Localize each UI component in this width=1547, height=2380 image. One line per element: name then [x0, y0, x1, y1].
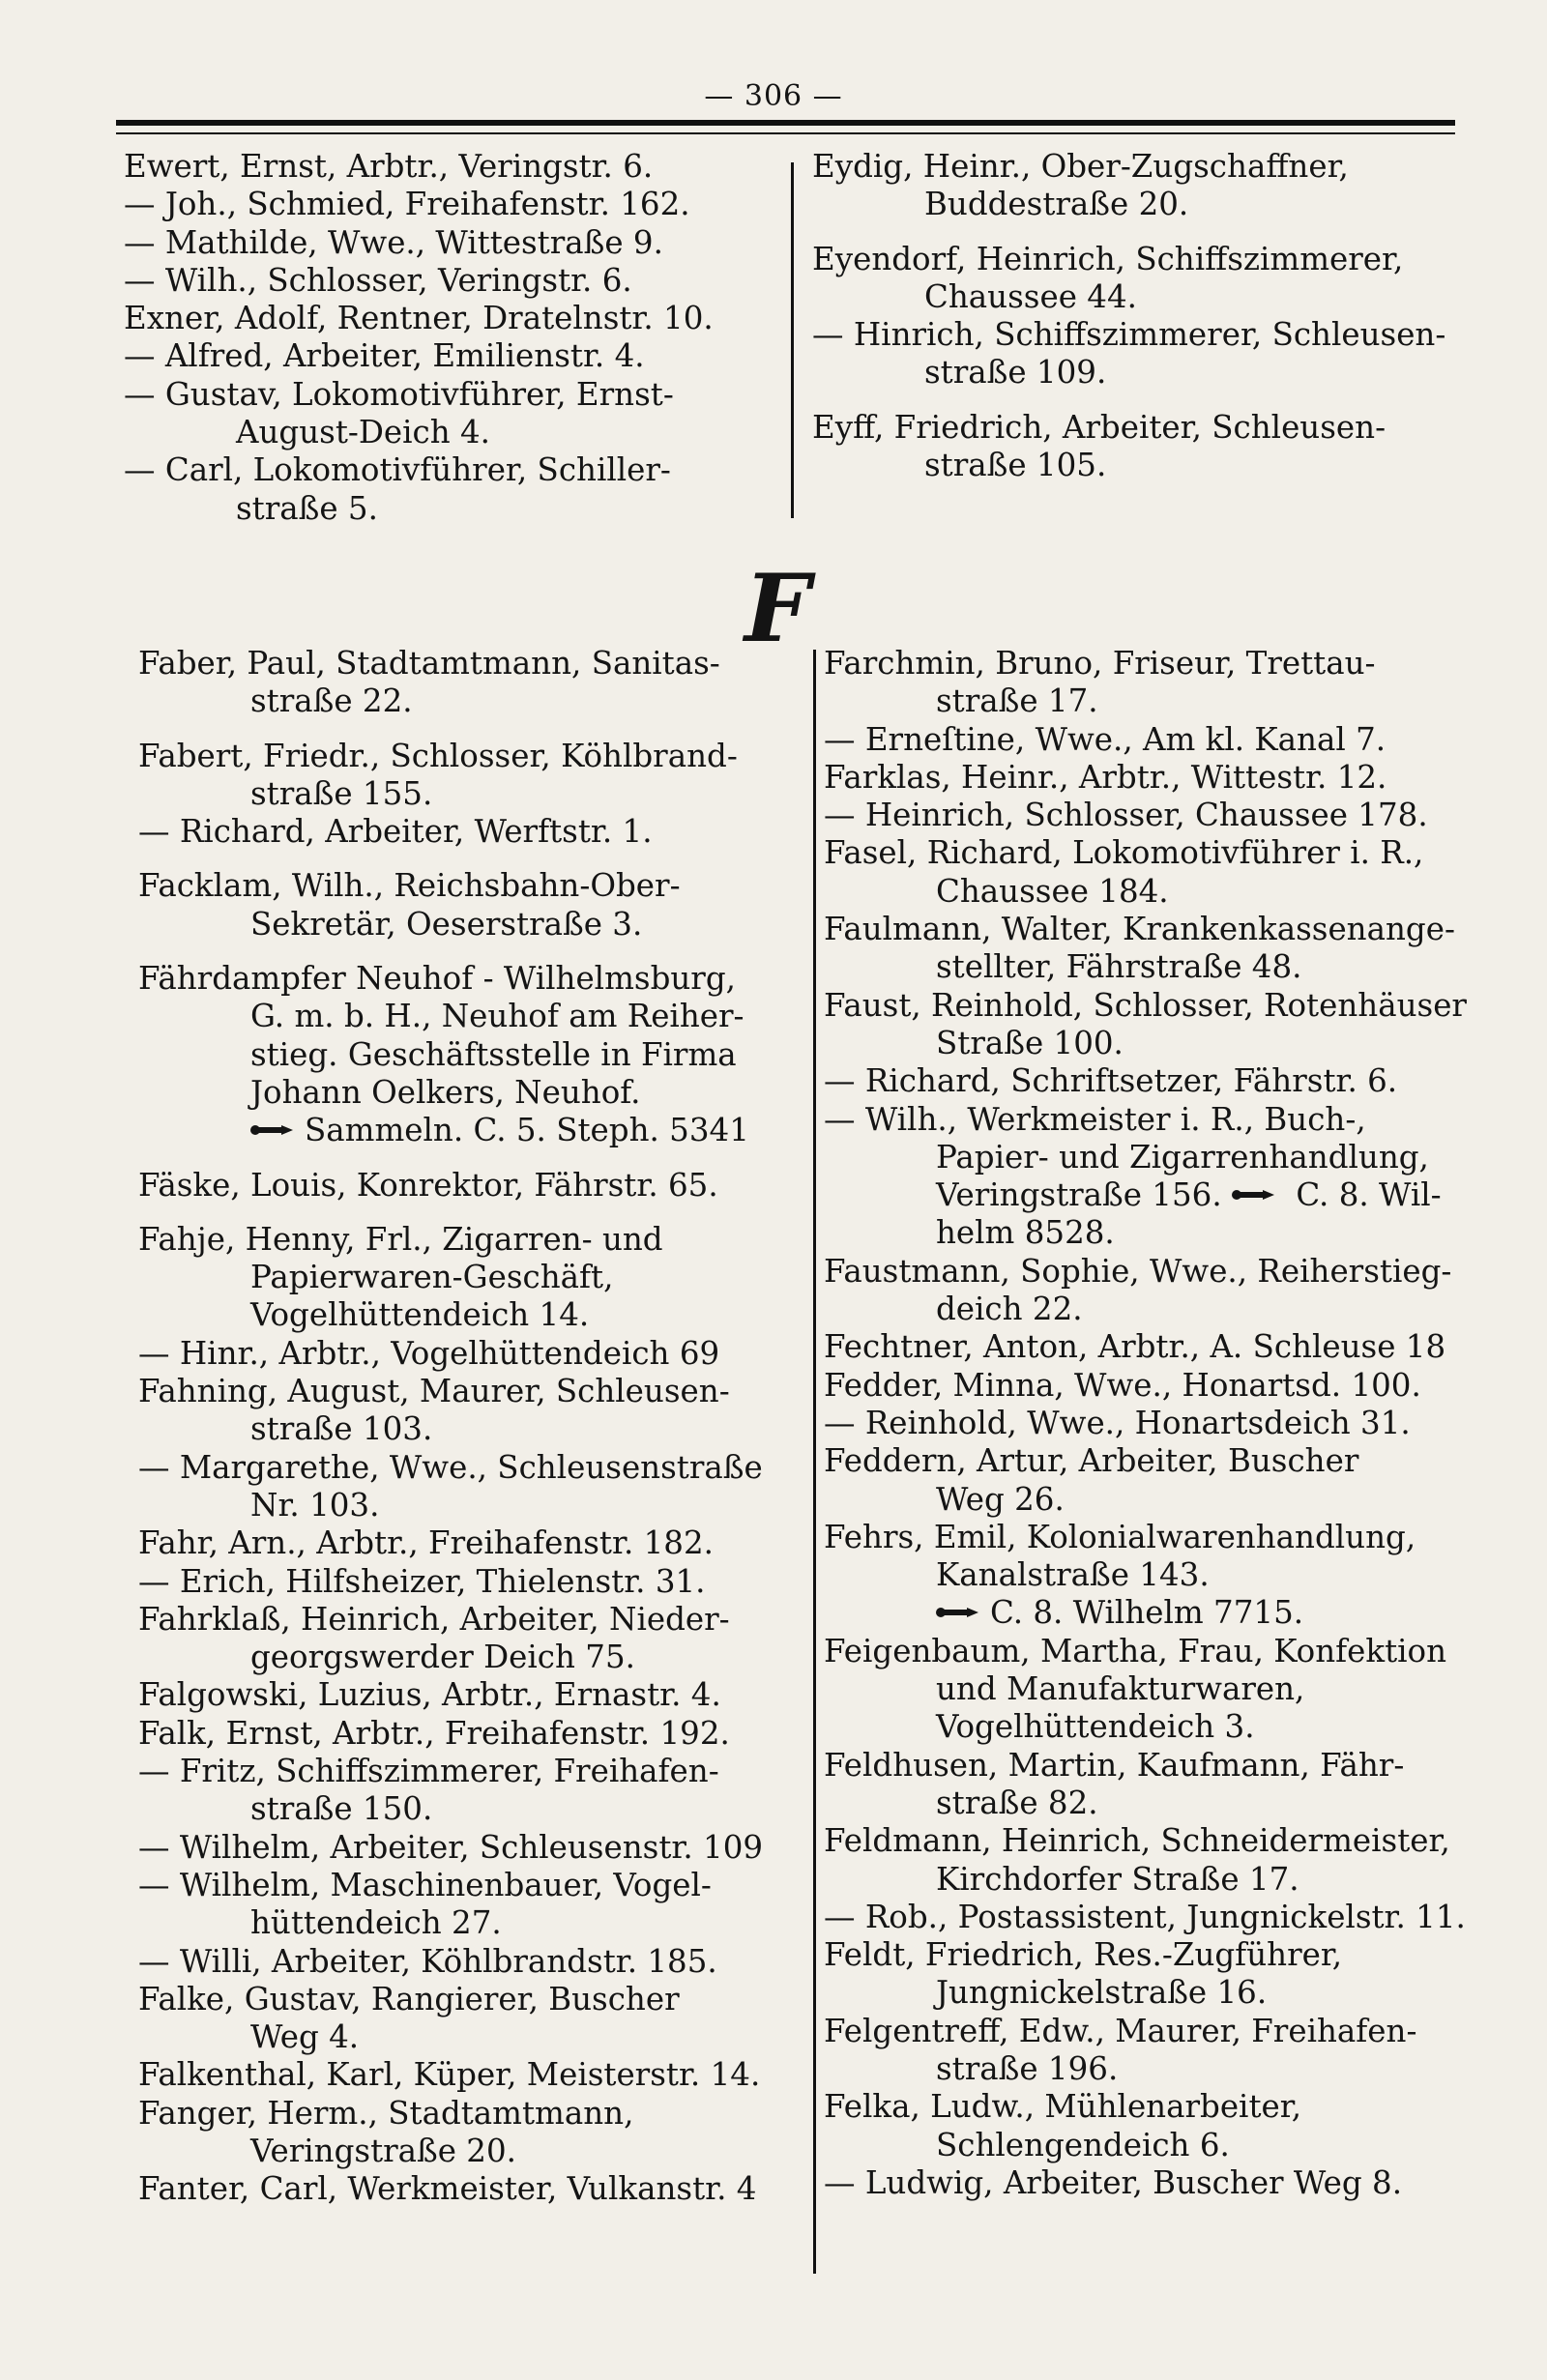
directory-entry-line [824, 2088, 1467, 2126]
entry-text: — Reinhold, Wwe., Honartsdeich 31. [824, 1404, 1411, 1441]
entry-text: Felgentreff, Edw., Maurer, Freihafen- [824, 2012, 1417, 2049]
directory-entry-line [138, 1296, 763, 1334]
directory-entry-line [138, 1715, 763, 1753]
entry-text: Falkenthal, Karl, Küper, Meisterstr. 14. [138, 2056, 761, 2094]
entry-text: — Erich, Hilfsheizer, Thielenstr. 31. [138, 1562, 706, 1600]
entry-text: Facklam, Wilh., Reichsbahn-Ober- [138, 867, 681, 905]
entry-text: Fabert, Friedr., Schlosser, Köhlbrand- [138, 737, 738, 774]
entry-text: Veringstraße 156. [936, 1176, 1233, 1214]
directory-entry-line [138, 1563, 763, 1601]
directory-entry-line [138, 1036, 763, 1074]
directory-entry-line [824, 2127, 1467, 2164]
entry-text: Exner, Adolf, Rentner, Dratelnstr. 10. [124, 300, 714, 337]
directory-entry-line [138, 813, 763, 851]
directory-entry-line [824, 1633, 1467, 1670]
directory-entry-line [824, 1442, 1467, 1480]
directory-entry-line [824, 1861, 1467, 1899]
entry-text: straße 105. [924, 447, 1107, 484]
directory-entry-line [824, 1936, 1467, 1974]
directory-entry-line [824, 1556, 1467, 1594]
entry-text: — Gustav, Lokomotivführer, Ernst- [124, 375, 674, 413]
directory-entry-line [824, 1214, 1467, 1252]
directory-entry-line [824, 1405, 1467, 1442]
directory-entry-line [138, 1981, 763, 2018]
directory-entry-line [824, 1101, 1467, 1139]
entry-text: — Joh., Schmied, Freihafenstr. 162. [124, 186, 690, 223]
directory-entry-line [824, 759, 1467, 797]
entry-text: — Willi, Arbeiter, Köhlbrandstr. 185. [138, 1942, 717, 1980]
entry-text: Faulmann, Walter, Krankenkassenange- [824, 911, 1455, 948]
directory-entry-line [812, 186, 1445, 223]
directory-entry-line [124, 376, 714, 414]
directory-entry-line [812, 241, 1445, 278]
directory-entry-line [824, 1176, 1467, 1214]
directory-entry-line [138, 2170, 763, 2208]
directory-entry-line [124, 186, 714, 223]
entry-text: Chaussee 44. [924, 277, 1137, 315]
directory-entry-line [124, 451, 714, 489]
directory-entry-line [824, 1974, 1467, 2012]
directory-entry-line [124, 148, 714, 186]
entry-text: Sekretär, Oeserstraße 3. [250, 905, 643, 943]
directory-entry-line [824, 1519, 1467, 1556]
directory-entry-line [138, 960, 763, 998]
entry-text: G. m. b. H., Neuhof am Reiher- [250, 998, 744, 1035]
directory-entry-line [824, 2013, 1467, 2050]
entry-text: Fasel, Richard, Lokomotivführer i. R., [824, 834, 1424, 872]
directory-entry-line [824, 1481, 1467, 1519]
entry-text: Kirchdorfer Straße 17. [936, 1860, 1299, 1898]
directory-entry-line [824, 1367, 1467, 1405]
entry-text: Eydig, Heinr., Ober-Zugschaffner, [812, 148, 1349, 185]
entry-text: Eyendorf, Heinrich, Schiffszimmerer, [812, 240, 1404, 277]
directory-entry-line [138, 867, 763, 905]
top-column-divider [791, 162, 794, 518]
directory-entry-line [138, 1753, 763, 1790]
directory-entry-line [138, 906, 763, 943]
directory-entry-line [824, 873, 1467, 911]
entry-text: straße 22. [250, 682, 413, 720]
top-left-column [124, 148, 714, 528]
entry-text: straße 155. [250, 774, 433, 812]
entry-text: — Fritz, Schiffszimmerer, Freihafen- [138, 1753, 719, 1790]
directory-entry-line [138, 1676, 763, 1714]
directory-entry-line [138, 1410, 763, 1448]
section-letter: F [744, 554, 811, 663]
entry-text: Feldt, Friedrich, Res.-Zugführer, [824, 1936, 1343, 1974]
entry-text: — Margarethe, Wwe., Schleusenstraße [138, 1448, 763, 1486]
entry-text: — Wilhelm, Arbeiter, Schleusenstr. 109 [138, 1828, 764, 1866]
entry-text: stieg. Geschäftsstelle in Firma [250, 1035, 737, 1073]
entry-text: helm 8528. [936, 1214, 1115, 1252]
entry-text: Jungnickelstraße 16. [936, 1974, 1268, 2012]
directory-entry-line [138, 998, 763, 1035]
directory-entry-line [812, 316, 1445, 354]
entry-text: straße 82. [936, 1784, 1098, 1821]
entry-text: — Hinrich, Schiffszimmerer, Schleusen- [812, 316, 1446, 354]
entry-text: straße 103. [250, 1410, 433, 1448]
entry-text: deich 22. [936, 1291, 1083, 1328]
entry-text: Weg 26. [936, 1480, 1065, 1518]
entry-text: Fechtner, Anton, Arbtr., A. Schleuse 18 [824, 1328, 1446, 1366]
entry-text: — Hinr., Arbtr., Vogelhüttendeich 69 [138, 1334, 720, 1372]
entry-text: C. 8. Wil- [1286, 1176, 1442, 1214]
entry-text: Buddestraße 20. [924, 186, 1189, 223]
directory-entry-line [824, 1594, 1467, 1632]
entry-text: straße 17. [936, 682, 1098, 720]
directory-entry-line [138, 682, 763, 720]
directory-entry-line [138, 2095, 763, 2133]
directory-entry-line [812, 354, 1445, 392]
directory-entry-line [138, 1829, 763, 1867]
directory-entry-line [824, 1747, 1467, 1785]
directory-entry-line [824, 1708, 1467, 1746]
entry-text: — Alfred, Arbeiter, Emilienstr. 4. [124, 337, 645, 375]
directory-entry-line [824, 2050, 1467, 2088]
entry-text: Farchmin, Bruno, Friseur, Trettau- [824, 645, 1376, 682]
entry-text: Chaussee 184. [936, 872, 1169, 910]
directory-entry-line [138, 1524, 763, 1562]
entry-text: Fanter, Carl, Werkmeister, Vulkanstr. 4 [138, 2170, 757, 2208]
entry-text: Fahr, Arn., Arbtr., Freihafenstr. 182. [138, 1524, 714, 1562]
directory-entry-line [812, 148, 1445, 186]
directory-entry-line [138, 1074, 763, 1112]
entry-text: Eyff, Friedrich, Arbeiter, Schleusen- [812, 408, 1386, 446]
entry-text: straße 109. [924, 354, 1107, 392]
directory-entry-line [138, 2056, 763, 2094]
header-rule-thin [116, 132, 1455, 134]
directory-entry-line [138, 1487, 763, 1524]
directory-entry-line [824, 911, 1467, 948]
directory-entry-line [138, 1904, 763, 1942]
directory-entry-line [824, 834, 1467, 872]
entry-text: georgswerder Deich 75. [250, 1639, 635, 1676]
main-column-divider [813, 650, 816, 2274]
entry-text: — Erneſtine, Wwe., Am kl. Kanal 7. [824, 720, 1386, 758]
directory-entry-line [824, 721, 1467, 759]
entry-text: Vogelhüttendeich 3. [936, 1708, 1255, 1746]
entry-text: Falk, Ernst, Arbtr., Freihafenstr. 192. [138, 1714, 730, 1752]
telephone-icon [250, 1124, 293, 1136]
directory-entry-line [138, 738, 763, 775]
directory-entry-line [824, 2164, 1467, 2202]
entry-text: — Wilh., Schlosser, Veringstr. 6. [124, 261, 632, 299]
directory-entry-line [138, 1167, 763, 1205]
entry-text: Papierwaren-Geschäft, [250, 1259, 614, 1296]
directory-entry-line [824, 1139, 1467, 1176]
directory-entry-line [824, 1025, 1467, 1062]
entry-text: Sammeln. C. 5. Steph. 5341 [305, 1112, 749, 1149]
entry-text: Fedder, Minna, Wwe., Honartsd. 100. [824, 1366, 1421, 1404]
directory-entry-line [824, 645, 1467, 682]
directory-entry-line [824, 1822, 1467, 1860]
directory-entry-line [824, 1328, 1467, 1366]
entry-text: — Heinrich, Schlosser, Chaussee 178. [824, 797, 1428, 834]
directory-entry-line [138, 1373, 763, 1410]
entry-text: — Rob., Postassistent, Jungnickelstr. 11. [824, 1898, 1466, 1935]
directory-entry-line [824, 1785, 1467, 1822]
header-rule-thick [116, 120, 1455, 126]
directory-entry-line [138, 775, 763, 813]
entry-text: Fahrklaß, Heinrich, Arbeiter, Nieder- [138, 1600, 730, 1638]
directory-entry-line [124, 490, 714, 528]
entry-text: Feigenbaum, Martha, Frau, Konfektion [824, 1632, 1447, 1669]
directory-entry-line [824, 797, 1467, 834]
directory-entry-line [138, 1639, 763, 1676]
entry-text: — Richard, Schriftsetzer, Fährstr. 6. [824, 1062, 1398, 1100]
directory-entry-line [138, 645, 763, 682]
entry-text: Feddern, Artur, Arbeiter, Buscher [824, 1442, 1359, 1480]
directory-entry-line [824, 1253, 1467, 1291]
entry-text: Straße 100. [936, 1024, 1124, 1061]
entry-text: August-Deich 4. [236, 414, 491, 451]
entry-text: — Mathilde, Wwe., Wittestraße 9. [124, 223, 663, 261]
directory-entry-line [812, 447, 1445, 484]
entry-text: Falgowski, Luzius, Arbtr., Ernastr. 4. [138, 1676, 721, 1714]
directory-entry-line [138, 1112, 763, 1149]
directory-entry-line [138, 2018, 763, 2056]
entry-text: Falke, Gustav, Rangierer, Buscher [138, 1980, 680, 2017]
entry-text: — Carl, Lokomotivführer, Schiller- [124, 451, 671, 489]
entry-text: — Wilh., Werkmeister i. R., Buch-, [824, 1100, 1366, 1138]
entry-text: Fehrs, Emil, Kolonialwarenhandlung, [824, 1518, 1416, 1555]
entry-text: Johann Oelkers, Neuhof. [250, 1073, 641, 1111]
entry-text: — Wilhelm, Maschinenbauer, Vogel- [138, 1866, 712, 1903]
entry-text: Faustmann, Sophie, Wwe., Reiherstieg- [824, 1252, 1452, 1290]
entry-text: Fährdampfer Neuhof - Wilhelmsburg, [138, 960, 736, 998]
entry-text: straße 150. [250, 1790, 433, 1828]
entry-text: Kanalstraße 143. [936, 1556, 1210, 1594]
entry-text: Faber, Paul, Stadtamtmann, Sanitas- [138, 645, 720, 682]
entry-text: Faust, Reinhold, Schlosser, Rotenhäuser [824, 986, 1467, 1024]
entry-text: — Ludwig, Arbeiter, Buscher Weg 8. [824, 2163, 1403, 2201]
entry-text: Felka, Ludw., Mühlenarbeiter, [824, 2088, 1302, 2126]
directory-entry-line [824, 682, 1467, 720]
entry-text: Schlengendeich 6. [936, 2126, 1230, 2163]
directory-entry-line [138, 1449, 763, 1487]
directory-entry-line [824, 1670, 1467, 1708]
directory-entry-line [824, 1062, 1467, 1100]
directory-entry-line [124, 300, 714, 337]
directory-entry-line [138, 1943, 763, 1981]
entry-text: und Manufakturwaren, [936, 1670, 1305, 1708]
entry-text: Nr. 103. [250, 1486, 380, 1524]
entry-text: Ewert, Ernst, Arbtr., Veringstr. 6. [124, 148, 654, 185]
directory-entry-line [138, 1259, 763, 1296]
entry-text: Fahning, August, Maurer, Schleusen- [138, 1373, 730, 1410]
entry-text: Feldmann, Heinrich, Schneidermeister, [824, 1822, 1450, 1860]
entry-text: — Richard, Arbeiter, Werftstr. 1. [138, 813, 653, 851]
entry-text: Papier- und Zigarrenhandlung, [936, 1138, 1429, 1175]
entry-text: stellter, Fährstraße 48. [936, 948, 1302, 986]
directory-entry-line [138, 1867, 763, 1904]
entry-text: Feldhusen, Martin, Kaufmann, Fähr- [824, 1746, 1405, 1784]
directory-entry-line [138, 1790, 763, 1828]
directory-entry-line [824, 987, 1467, 1025]
telephone-icon [936, 1607, 978, 1618]
entry-text: Fanger, Herm., Stadtamtmann, [138, 2094, 634, 2132]
entry-text: Weg 4. [250, 2018, 360, 2056]
directory-entry-line [824, 1899, 1467, 1936]
directory-entry-line [124, 414, 714, 451]
directory-entry-line [138, 1221, 763, 1259]
entry-text: Vogelhüttendeich 14. [250, 1296, 590, 1334]
entry-text: straße 196. [936, 2049, 1119, 2087]
directory-entry-line [812, 278, 1445, 316]
directory-entry-line [824, 948, 1467, 986]
directory-entry-line [824, 1291, 1467, 1328]
page-number: — 306 — [704, 79, 843, 113]
entry-text: Farklas, Heinr., Arbtr., Wittestr. 12. [824, 758, 1387, 796]
entry-text: Fahje, Henny, Frl., Zigarren- und [138, 1220, 663, 1258]
telephone-icon [1232, 1189, 1274, 1201]
right-column [824, 645, 1467, 2202]
entry-text: C. 8. Wilhelm 7715. [990, 1594, 1304, 1632]
entry-text: Fäske, Louis, Konrektor, Fährstr. 65. [138, 1166, 718, 1204]
directory-entry-line [812, 409, 1445, 447]
entry-text: straße 5. [236, 489, 378, 527]
directory-entry-line [124, 224, 714, 262]
top-right-column [812, 148, 1445, 484]
directory-entry-line [138, 1335, 763, 1373]
directory-entry-line [124, 337, 714, 375]
directory-entry-line [138, 1601, 763, 1639]
left-column [138, 645, 763, 2209]
directory-entry-line [138, 2133, 763, 2170]
entry-text: hüttendeich 27. [250, 1904, 502, 1942]
directory-entry-line [124, 262, 714, 300]
entry-text: Veringstraße 20. [250, 2132, 516, 2169]
